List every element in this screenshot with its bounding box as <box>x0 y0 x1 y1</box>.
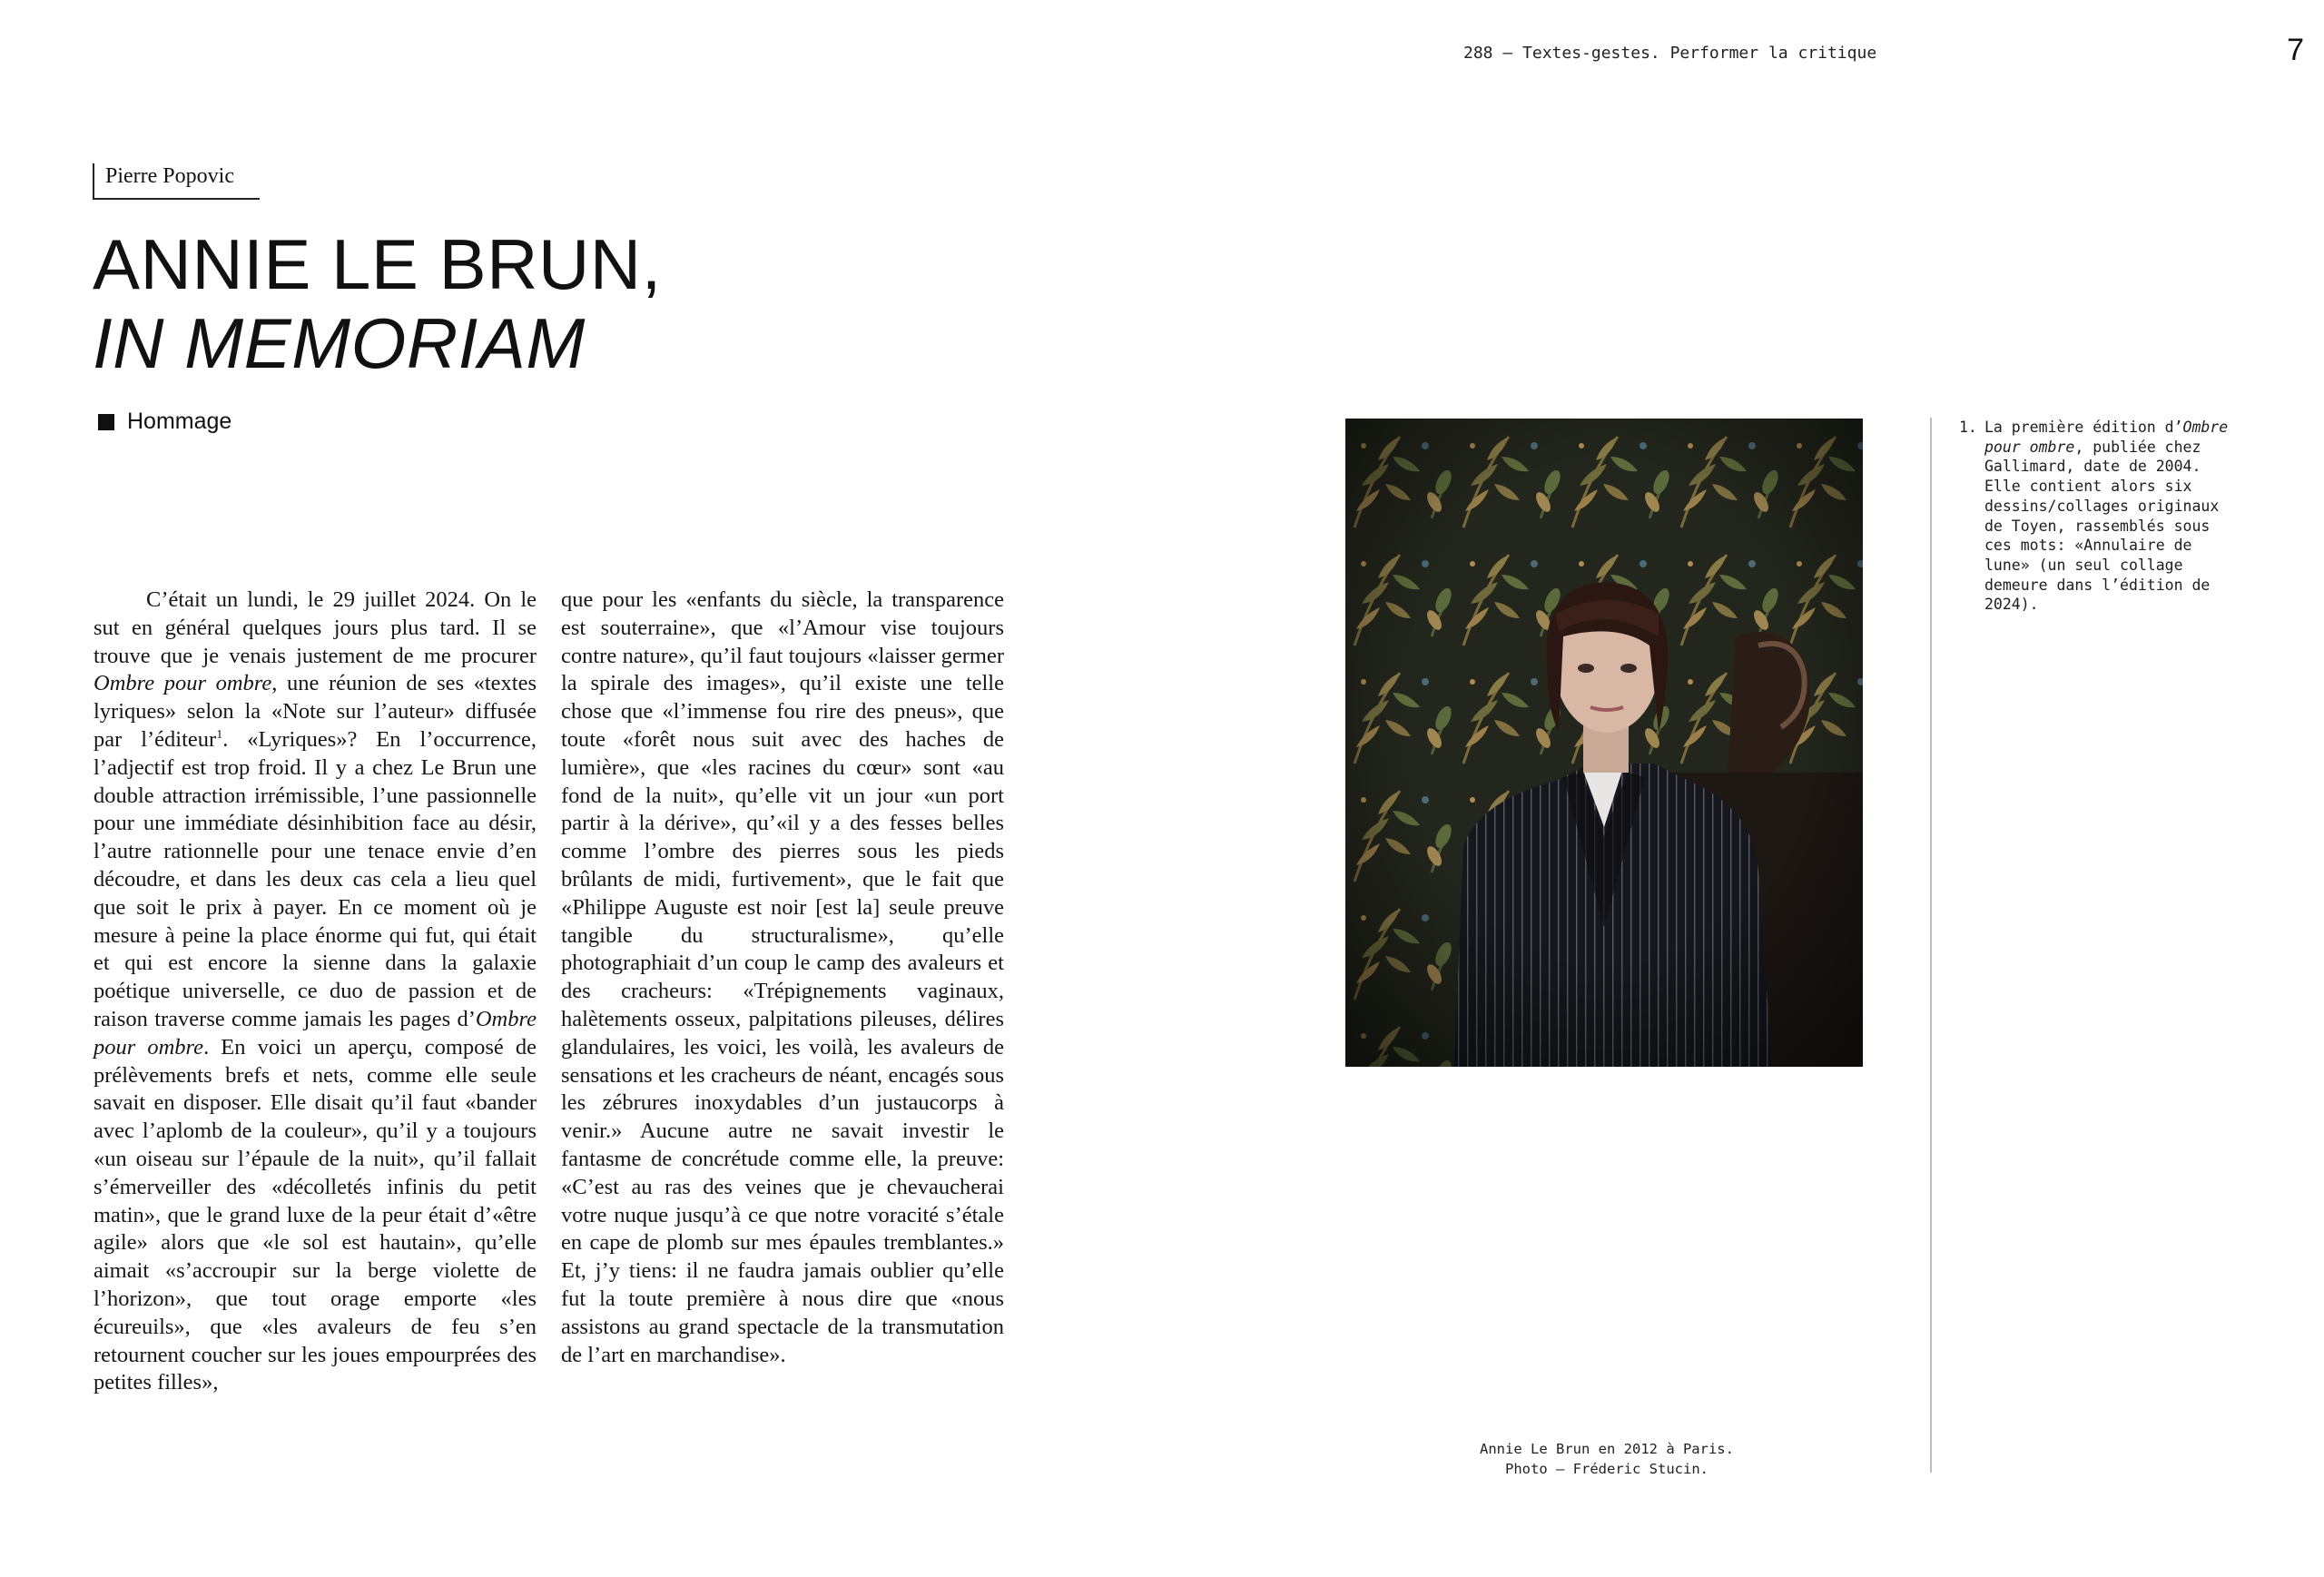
footnote <box>1959 418 2240 615</box>
portrait-photo <box>1345 419 1863 1067</box>
footnote-text-part: La première édition d’ <box>1984 419 2183 436</box>
footnote-text-part: , publiée chez Gallimard, date de 2004. Elle contient alors six dessins/collages originaux de Toyen, rassemblés sous ces mots: «Annulaire de lune» (un seul collage demeure dans l’édition de 2024). <box>1984 438 2220 614</box>
body-text: . En voici un aperçu, composé de prélèvements brefs et nets, comme elle seule savait en disposer. Elle disait qu’il faut «bander avec l’aplomb de la couleur», qu’il y a toujours «un oiseau sur l’épaule de la nuit», qu’il fallait s’émerveiller des «décolletés infinis du petit matin», que le grand luxe de la peur était d’«être agile» alors que «le sol est hautain», qu’elle aimait «s’accroupir sur la berge violette de l’horizon», que tout orage emporte «les écureuils», que «les avaleurs de feu s’en retournent coucher sur les joues empourprées des petites filles», <box>94 1034 537 1395</box>
rubric <box>98 409 231 435</box>
article-title <box>93 225 662 383</box>
title-line-2: IN MEMORIAM <box>93 303 586 383</box>
photo-caption <box>1425 1439 1788 1479</box>
rubric-label: Hommage <box>127 409 232 434</box>
footnote-text <box>1984 418 2240 615</box>
author-name <box>93 163 260 200</box>
body-text: que pour les «enfants du siècle, la transparence est souterraine», que «l’Amour vise toujours contre nature», qu’il faut toujours «laisser germer la spirale des images», qu’il existe une telle chose que «l’immense fou rire des pneus», que toute «forêt nous suit avec des haches de lumière», que «les racines du cœur» sont «au fond de la nuit», qu’elle vit un jour «un port partir à la dérive», qu’«il y a des fesses belles comme l’ombre des pierres sous les pieds brûlants de midi, furtivement», que le fait que «Philippe Auguste est noir [est la] seule preuve tangible du structuralisme», qu’elle photographiait d’un coup le camp des avaleurs et des cracheurs: «Trépignements vaginaux, halètements osseux, palpitations pileuses, délires glandulaires, les voici, les voilà, les avaleurs de sensations et les cracheurs de néant, encagés sous les zébrures inoxydables d’un justaucorps à venir.» Aucune autre ne savait investir le fantasme de concrétude comme elle, la preuve: «C’est au ras des veines que je chevaucherai votre nuque jusqu’à ce que notre voracité s’étale en cape de plomb sur mes épaules tremblantes.» Et, j’y tiens: il ne faudra jamais oublier qu’elle fut la toute première à nous dire que «nous assistons au grand spectacle de la transmutation de l’art en marchandise». <box>561 587 1004 1367</box>
caption-line: Annie Le Brun en 2012 à Paris. <box>1480 1441 1734 1457</box>
margin-divider <box>1930 418 1932 1473</box>
body-text: C’était un lundi, le 29 juillet 2024. On le sut en général quelques jours plus tard. Il se trouve que je venais justement de me procurer <box>94 587 537 668</box>
body-text: , une réunion de ses «textes lyriques» selon la «Note sur l’auteur» diffusée par l’éditeur <box>94 671 537 752</box>
author-label: Pierre Popovic <box>105 164 234 188</box>
body-column-1 <box>94 586 537 1397</box>
page-number: 7 <box>2287 33 2304 67</box>
title-line-1: ANNIE LE BRUN, <box>93 224 662 304</box>
book-title-ref: Ombre pour ombre <box>94 1006 537 1060</box>
body-column-2 <box>561 586 1004 1369</box>
footnote-ref[interactable]: 1 <box>216 727 223 742</box>
footnote-number: 1. <box>1959 419 1977 436</box>
square-bullet-icon <box>98 414 114 430</box>
body-text: . «Lyriques»? En l’occurrence, l’adjectif est trop froid. Il y a chez Le Brun une double attraction irrémissible, l’une passionnelle pour une immédiate désinhibition face au désir, l’autre rationnelle pour une tenace envie d’en découdre, et dans les deux cas cela a lieu quel que soit le prix à payer. En ce moment où je mesure à peine la place énorme qui fut, qui était et qui est encore la sienne dans la galaxie poétique universelle, ce duo de passion et de raison traverse comme jamais les pages d’ <box>94 726 537 1031</box>
running-head: 288 — Textes-gestes. Performer la critique <box>1463 44 1877 63</box>
footnote-book-title: Ombre pour ombre <box>1984 419 2229 456</box>
photo-credit: Photo — Fréderic Stucin. <box>1505 1461 1709 1477</box>
book-title-ref: Ombre pour ombre <box>94 671 272 696</box>
